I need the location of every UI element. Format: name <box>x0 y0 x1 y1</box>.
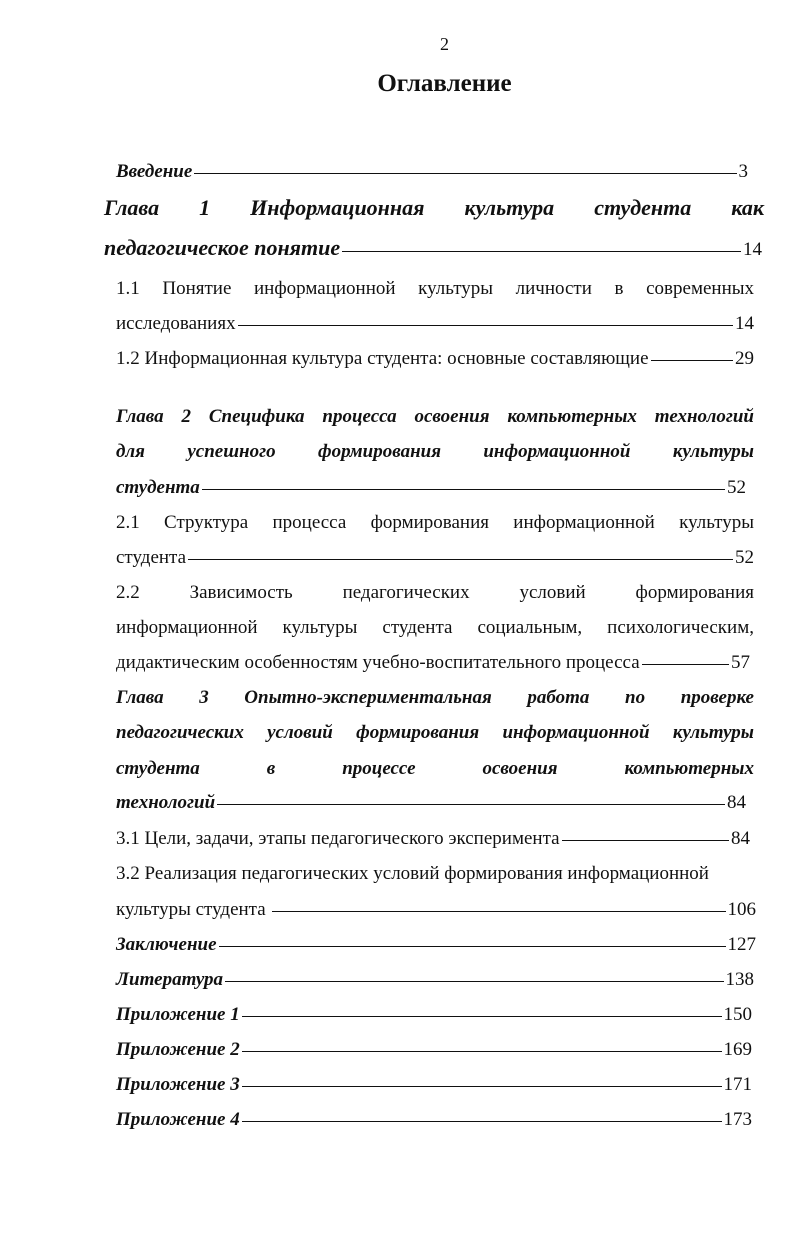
toc-word: культуры <box>282 617 358 638</box>
toc-word: компьютерных <box>507 406 637 427</box>
toc-word: студента <box>382 617 453 638</box>
toc-page: 171 <box>723 1074 752 1095</box>
leader-line <box>219 946 726 947</box>
toc-label: Приложение 2 <box>116 1039 240 1060</box>
toc-s3-2-line2 <box>116 898 756 922</box>
toc-word: процессе <box>342 758 416 779</box>
toc-chapter3-line4 <box>116 791 746 815</box>
toc-chapter2-line3 <box>116 476 746 500</box>
toc-label: исследованиях <box>116 313 236 334</box>
toc-page: 150 <box>723 1004 752 1025</box>
toc-page: 84 <box>727 792 746 813</box>
toc-word: условий <box>519 582 586 603</box>
toc-page: 57 <box>731 652 750 673</box>
toc-word: освоения <box>482 758 558 779</box>
toc-page: 84 <box>731 828 750 849</box>
toc-word: социальным, <box>477 617 583 638</box>
leader-line <box>272 911 725 912</box>
toc-chapter1-line2 <box>104 236 762 262</box>
leader-line <box>225 981 723 982</box>
toc-word: успешного <box>187 441 276 462</box>
toc-word: 3 <box>199 687 209 708</box>
toc-chapter3-line3 <box>116 757 754 781</box>
toc-label: Приложение 4 <box>116 1109 240 1130</box>
toc-label: Введение <box>116 161 193 182</box>
toc-word: современных <box>646 278 755 299</box>
toc-chapter3-line1 <box>116 686 754 710</box>
toc-s2-2-line1 <box>116 581 754 605</box>
toc-s2-1-line2 <box>116 546 754 570</box>
toc-word: проверке <box>680 687 754 708</box>
toc-word: Глава <box>116 406 164 427</box>
toc-word: Специфика <box>208 406 305 427</box>
toc-word: личности <box>515 278 592 299</box>
toc-word: культуры <box>679 512 754 533</box>
toc-word: студента <box>594 195 692 220</box>
toc-word: формирования <box>356 722 480 743</box>
toc-label: 1.2 Информационная культура студента: основные составляющие <box>116 348 649 369</box>
toc-page: 14 <box>743 239 762 260</box>
toc-word: информационной <box>502 722 650 743</box>
toc-label: Приложение 3 <box>116 1074 240 1095</box>
toc-s2-2-line2 <box>116 616 754 640</box>
toc-page: 173 <box>723 1109 752 1130</box>
toc-s2-1-line1 <box>116 511 754 535</box>
toc-word: по <box>625 687 646 708</box>
toc-s2-2-line3 <box>116 651 750 675</box>
leader-line <box>194 173 736 174</box>
toc-chapter2-line2 <box>116 440 754 464</box>
toc-word: Глава <box>104 195 160 220</box>
toc-label: Приложение 1 <box>116 1004 240 1025</box>
toc-word: формирования <box>317 441 441 462</box>
toc-word: Понятие <box>162 278 232 299</box>
page-number: 2 <box>440 34 449 54</box>
toc-word: в <box>614 278 624 299</box>
toc-word: 2.2 <box>116 582 140 603</box>
leader-line <box>188 559 733 560</box>
toc-page: 169 <box>723 1039 752 1060</box>
toc-word: 2 <box>181 406 191 427</box>
toc-word: процесса <box>322 406 397 427</box>
toc-chapter2-line1 <box>116 405 754 429</box>
toc-word: 2.1 <box>116 512 140 533</box>
toc-page: 127 <box>727 934 756 955</box>
leader-line <box>242 1086 722 1087</box>
toc-page: 3 <box>738 161 748 182</box>
toc-word: формирования <box>370 512 490 533</box>
toc-word: технологий <box>654 406 754 427</box>
toc-word: информационной <box>513 512 655 533</box>
leader-line <box>242 1051 722 1052</box>
toc-word: педагогических <box>342 582 470 603</box>
toc-word: формирования <box>635 582 754 603</box>
toc-s1-1-line1 <box>116 277 754 301</box>
toc-word: в <box>266 758 276 779</box>
toc-word: Зависимость <box>189 582 293 603</box>
toc-s1-1-line2 <box>116 312 754 336</box>
leader-line <box>217 804 725 805</box>
toc-word: как <box>731 195 765 220</box>
toc-entry-intro <box>116 160 748 184</box>
toc-label: Заключение <box>116 934 217 955</box>
toc-label: Литература <box>116 969 224 990</box>
toc-word: информационной <box>483 441 631 462</box>
toc-word: 1 <box>199 195 211 220</box>
toc-word: информационной <box>116 617 258 638</box>
toc-word: компьютерных <box>624 758 754 779</box>
toc-entry-appendix2 <box>116 1038 752 1062</box>
toc-word: психологическим, <box>607 617 754 638</box>
toc-word: студента <box>116 758 200 779</box>
leader-line <box>562 840 729 841</box>
toc-chapter3-line2 <box>116 721 754 745</box>
toc-word: условий <box>267 722 333 743</box>
toc-word: 1.1 <box>116 278 140 299</box>
toc-label: педагогическое понятие <box>104 235 341 260</box>
toc-entry-conclusion <box>116 933 756 957</box>
toc-word: педагогических <box>116 722 244 743</box>
toc-label: культуры студента <box>116 899 271 920</box>
toc-word: для <box>116 441 145 462</box>
toc-label: дидактическим особенностям учебно-воспитательного процесса <box>116 652 640 673</box>
toc-word: освоения <box>414 406 490 427</box>
toc-page: 52 <box>735 547 754 568</box>
toc-label: студента <box>116 547 187 568</box>
toc-s3-2-line1: 3.2 Реализация педагогических условий формирования информационной <box>116 863 709 884</box>
leader-line <box>342 251 741 252</box>
toc-page: 138 <box>725 969 754 990</box>
toc-word: Глава <box>116 687 164 708</box>
leader-line <box>242 1016 722 1017</box>
toc-page: 29 <box>735 348 754 369</box>
toc-page: 52 <box>727 477 746 498</box>
toc-word: Опытно-экспериментальная <box>244 687 492 708</box>
leader-line <box>642 664 729 665</box>
toc-chapter1-line1 <box>104 196 764 220</box>
toc-entry-appendix4 <box>116 1108 752 1132</box>
toc-s1-2 <box>116 347 754 371</box>
toc-word: культуры <box>672 722 754 743</box>
toc-word: Структура <box>164 512 249 533</box>
leader-line <box>238 325 733 326</box>
toc-entry-literature <box>116 968 754 992</box>
leader-line <box>651 360 733 361</box>
toc-word: работа <box>527 687 590 708</box>
leader-line <box>202 489 725 490</box>
toc-word: культура <box>464 195 555 220</box>
toc-entry-appendix1 <box>116 1003 752 1027</box>
toc-label: 3.1 Цели, задачи, этапы педагогического эксперимента <box>116 828 560 849</box>
toc-word: информационной <box>254 278 396 299</box>
toc-s3-1 <box>116 827 750 851</box>
page-title: Оглавление <box>377 70 512 97</box>
toc-page: 106 <box>727 899 756 920</box>
toc-word: культуры <box>418 278 494 299</box>
toc-label: технологий <box>116 792 216 813</box>
leader-line <box>242 1121 722 1122</box>
toc-label: студента <box>116 477 200 498</box>
toc-word: Информационная <box>250 195 425 220</box>
toc-page: 14 <box>735 313 754 334</box>
toc-entry-appendix3 <box>116 1073 752 1097</box>
toc-word: процесса <box>272 512 347 533</box>
toc-word: культуры <box>672 441 754 462</box>
